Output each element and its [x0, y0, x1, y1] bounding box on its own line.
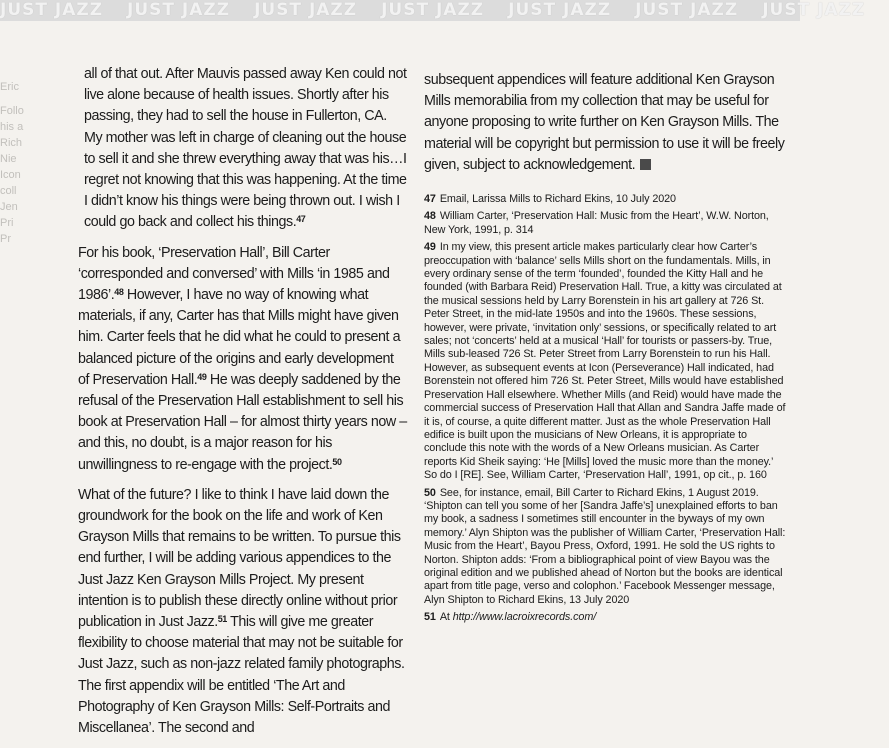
footnote-text: Email, Larissa Mills to Richard Ekins, 10 July 2020	[439, 193, 676, 206]
paragraph-preservation-hall	[78, 243, 408, 476]
masthead-title: JUST JAZZ	[0, 0, 104, 20]
footnote-number: 49	[424, 241, 436, 254]
paragraph-text: For his book, ‘Preservation Hall’, Bill Carter ‘corresponded and conversed’ with Mills ‘in 1985 and 1986’.	[78, 244, 390, 304]
footnote-text: At	[439, 611, 453, 624]
footnote-number: 51	[424, 611, 436, 624]
paragraph-appendices	[424, 70, 786, 176]
paragraph-future	[78, 485, 408, 739]
footnote-48	[424, 210, 786, 237]
footnote-51	[424, 611, 786, 624]
left-column	[78, 64, 408, 748]
ghost-line: coll	[0, 185, 17, 197]
lacroix-records-link[interactable]: http://www.lacroixrecords.com/	[452, 611, 597, 624]
masthead-title: JUST JAZZ	[762, 0, 866, 20]
masthead-title: JUST JAZZ	[635, 0, 739, 20]
paragraph-text: This will give me greater flexibility to choose material that may not be suitable for Just Jazz, such as non-jazz related family photographs. The first appendix will be entitled ‘The Art and Photography of Ken Grayson Mills: Self-Portraits and Miscellanea’. The second and	[78, 614, 405, 737]
footnote-text: William Carter, ‘Preservation Hall: Music from the Heart’, W.W. Norton, New York, 1991, p. 314	[424, 210, 769, 236]
ghost-line: Nie	[0, 153, 17, 165]
footnote-ref-47[interactable]: 47	[296, 214, 306, 225]
masthead-title: JUST JAZZ	[381, 0, 485, 20]
right-column	[424, 70, 786, 629]
paragraph-continued	[78, 64, 408, 234]
masthead-title: JUST JAZZ	[127, 0, 231, 20]
ghost-line: Eric	[0, 81, 19, 93]
footnote-ref-49[interactable]: 49	[197, 371, 207, 382]
footnote-ref-48[interactable]: 48	[114, 287, 124, 298]
ghost-line: Icon	[0, 169, 21, 181]
footnote-ref-51[interactable]: 51	[217, 614, 227, 625]
footnote-text: See, for instance, email, Bill Carter to Richard Ekins, 1 August 2019. ‘Shipton can tell you some of her [Sandra Jaffe’s] unexplained efforts to ban my book, a sadness I sometimes still encounter in the byways of my own memory.’ Alyn Shipton was the publisher of William Carter, ‘Preservation Hall: Music from the Heart’, Bayou Press, Oxford, 1991. He sold the US rights to Norton. Shipton adds: ‘From a bibliographical point of view Bayou was the original edition and we published ahead of Norton but the books are identical apart from title page, verso and colophon.’ Facebook Messenger message, Alyn Shipton to Richard Ekins, 13 July 2020	[424, 486, 786, 606]
masthead-banner	[0, 0, 866, 21]
footnote-47	[424, 193, 786, 206]
masthead-title: JUST JAZZ	[254, 0, 358, 20]
footnote-50	[424, 487, 786, 608]
footnote-number: 50	[424, 486, 436, 499]
paragraph-text: However, I have no way of knowing what materials, if any, Carter has that Mills might have given him. Carter feels that he did what he could to present a balanced picture of the origins and early development of Preservation Hall.	[78, 287, 401, 388]
paragraph-text: He was deeply saddened by the refusal of the Preservation Hall establishment to sell his book at Preservation Hall – for almost thirty years now – and this, no doubt, is a major reason for his unwillingness to re-engage with the project.	[78, 371, 407, 473]
end-of-article-mark	[640, 159, 651, 170]
paragraph-text: subsequent appendices will feature additional Ken Grayson Mills memorabilia from my collection that may be useful for anyone proposing to write further on Ken Grayson Mills. The material will be copyright but permission to use it will be freely given, subject to acknowledgement.	[424, 72, 785, 173]
footnote-ref-50[interactable]: 50	[332, 456, 342, 467]
ghost-line: Rich	[0, 137, 23, 149]
footnote-text: In my view, this present article makes particularly clear how Carter’s preoccupation with ‘balance’ sells Mills short on the fundamentals. Mills, in every ordinary sense of the term ‘founded’, founded the Kitty Hall and he founded (with Barbara Reid) Preservation Hall. True, a kitty was circulated at the musical sessions held by Larry Borenstein in his art gallery at 726 St. Peter Street, in the mid-late 1950s and into the 1960s. These sessions, however, were private, ‘invitation only’ sessions, or specifically related to art sales; not ‘concerts’ held at a musical ‘Hall’ for tourists or passers-by. True, Mills sub-leased 726 St. Peter Street from Larry Borenstein to run his Hall. However, as subsequent events at Icon (Perseverance) Hall indicated, had Borenstein not offered him 726 St. Peter Street, Mills would have established Preservation Hall elsewhere. Whether Mills (and Reid) would have made the commercial success of Preservation Hall that Allan and Sandra Jaffe made of it is, of course, a quite different matter. Just as the whole Preservation Hall edifice is built upon the musicians of New Orleans, it is appropriate to conclude this note with the words of a New Orleans musician. As Carter reports Kid Sheik saying: ‘He [Mills] loved the music more than the money.’ So do I [RE]. See, William Carter, ‘Preservation Hall’, 1991, op cit., p. 160	[424, 241, 786, 482]
footnote-number: 47	[424, 193, 436, 206]
footnote-number: 48	[424, 210, 436, 223]
ghost-line: Pri	[0, 217, 14, 229]
ghost-line: Jen	[0, 201, 18, 213]
paragraph-text: What of the future? I like to think I have laid down the groundwork for the book on the life and work of Ken Grayson Mills that remains to be written. To pursue this end further, I will be adding various appendices to the Just Jazz Ken Grayson Mills Project. My present intention is to publish these directly online without prior publication in Just Jazz.	[78, 486, 401, 631]
masthead-title: JUST JAZZ	[508, 0, 612, 20]
paragraph-text: all of that out. After Mauvis passed away Ken could not live alone because of health issues. Shortly after his passing, they had to sell the house in Fullerton, CA. My mother was left in charge of cleaning out the house to sell it and she threw everything away that was his…I regret not knowing that this was happening. At the time I didn’t know his things were being thrown out. I wish I could go back and collect his things.	[84, 66, 407, 231]
ghost-line: Pr	[0, 233, 11, 245]
ghost-line: Follo	[0, 105, 24, 117]
ghost-line: his a	[0, 121, 24, 133]
footnotes	[424, 193, 786, 625]
footnote-49	[424, 241, 786, 482]
